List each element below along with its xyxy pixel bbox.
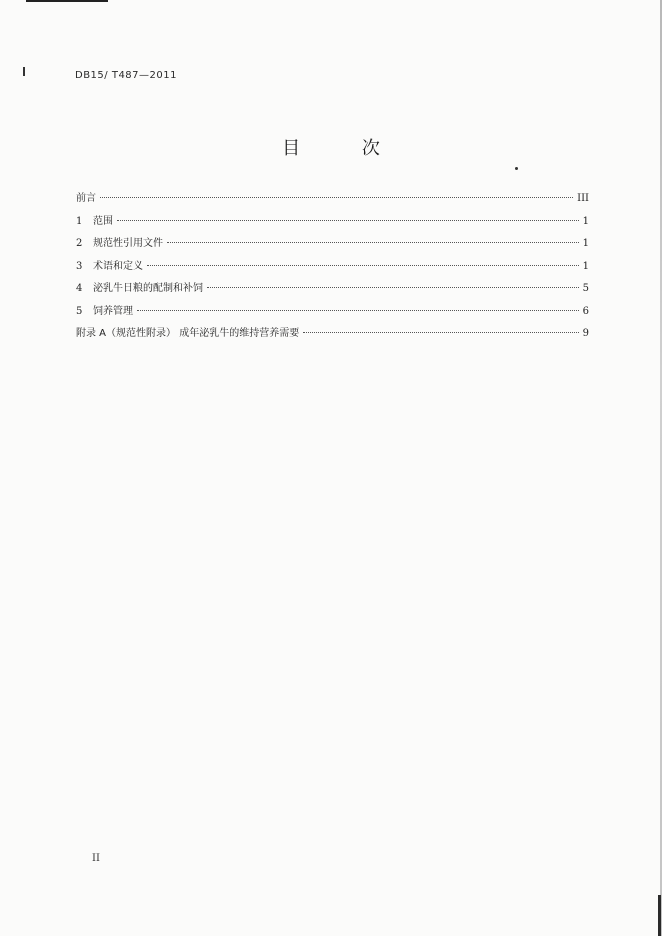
toc-entry-text: 范围 [93, 215, 113, 227]
scan-top-rule [26, 0, 108, 2]
toc-entry-number: 2 [76, 238, 83, 249]
toc-leader-dots [147, 265, 579, 266]
toc-entry-label [76, 212, 113, 227]
page-number: II [92, 853, 100, 864]
toc-entry-normative-references[interactable] [76, 234, 589, 257]
toc-entry-text: 附录 A（规范性附录） 成年泌乳牛的维持营养需要 [76, 328, 300, 339]
toc-leader-dots [137, 310, 579, 311]
toc-entry-number: 5 [76, 305, 83, 317]
toc-entry-label [76, 279, 203, 294]
toc-entry-appendix-a[interactable] [76, 324, 589, 347]
toc-leader-dots [100, 197, 573, 198]
toc-entry-scope[interactable] [76, 212, 589, 235]
toc-entry-text: 泌乳牛日粮的配制和补饲 [93, 283, 203, 294]
table-of-contents [76, 189, 589, 347]
standard-code: DB15/ T487—2011 [75, 70, 177, 81]
toc-entry-label [76, 257, 143, 272]
toc-leader-dots [117, 220, 579, 221]
toc-leader-dots [167, 242, 579, 243]
toc-entry-label [76, 189, 96, 204]
toc-leader-dots [303, 332, 578, 333]
toc-entry-page: 5 [582, 283, 589, 294]
toc-entry-page: 1 [582, 215, 589, 227]
toc-entry-number: 3 [76, 260, 83, 272]
page-title: 目 次 [282, 138, 408, 159]
toc-entry-label [76, 302, 133, 317]
toc-entry-page: III [577, 193, 589, 204]
toc-entry-text: 术语和定义 [93, 260, 143, 272]
toc-entry-page: 6 [582, 305, 589, 317]
toc-entry-page: 1 [582, 260, 589, 272]
toc-entry-text: 规范性引用文件 [93, 238, 163, 249]
toc-entry-ration-formulation[interactable] [76, 279, 589, 302]
toc-entry-text: 饲养管理 [93, 305, 133, 317]
toc-entry-number: 4 [76, 283, 83, 294]
scan-right-edge-shadow [658, 895, 661, 936]
toc-entry-feeding-management[interactable] [76, 302, 589, 325]
toc-entry-terms-definitions[interactable] [76, 257, 589, 280]
toc-entry-page: 9 [582, 328, 589, 339]
toc-entry-label [76, 234, 163, 249]
scan-left-mark [23, 67, 25, 76]
toc-leader-dots [207, 287, 579, 288]
toc-entry-label [76, 324, 299, 339]
toc-entry-text: 前言 [76, 193, 96, 204]
toc-entry-foreword[interactable] [76, 189, 589, 212]
toc-entry-page: 1 [582, 238, 589, 249]
toc-entry-number: 1 [76, 215, 83, 227]
scan-speck [515, 167, 518, 170]
